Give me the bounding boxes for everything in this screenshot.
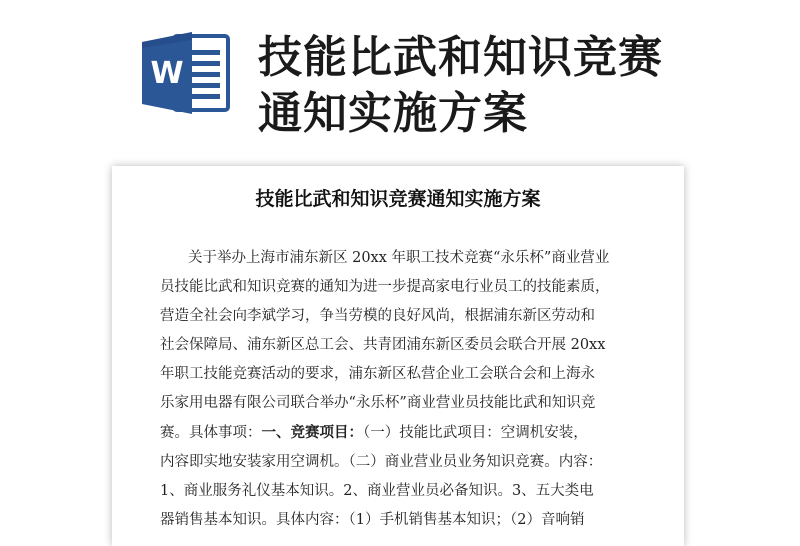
body-line-3: 营造全社会向李斌学习，争当劳模的良好风尚，根据浦东新区劳动和 xyxy=(160,308,595,324)
body-line-7-prefix: 赛。具体事项： xyxy=(160,425,262,441)
banner-title-line-2: 通知实施方案 xyxy=(258,88,528,139)
banner xyxy=(0,0,800,150)
body-line-10: 器销售基本知识。具体内容：（1）手机销售基本知识；（2）音响销 xyxy=(160,512,585,528)
body-line-9: 1、商业服务礼仪基本知识。2、商业营业员必备知识。3、五大类电 xyxy=(160,483,594,499)
body-line-8: 内容即实地安装家用空调机。（二）商业营业员业务知识竞赛。内容： xyxy=(160,454,603,470)
body-line-1: 关于举办上海市浦东新区 20xx 年职工技术竞赛“永乐杯”商业营业 xyxy=(188,250,610,266)
banner-title xyxy=(258,30,778,142)
body-line-5: 年职工技能竞赛活动的要求，浦东新区私营企业工会联合会和上海永 xyxy=(160,366,595,382)
body-line-7-suffix: （一）技能比武项目：空调机安装， xyxy=(363,425,588,441)
document-page xyxy=(112,166,684,546)
section-heading-competition-items: 一、竞赛项目： xyxy=(261,424,363,441)
word-logo-letter: W xyxy=(150,56,184,91)
document-body xyxy=(160,244,636,535)
word-document-icon xyxy=(140,30,232,116)
banner-title-line-1: 技能比武和知识竞赛 xyxy=(258,32,663,83)
document-title: 技能比武和知识竞赛通知实施方案 xyxy=(255,188,541,210)
body-line-2: 员技能比武和知识竞赛的通知为进一步提高家电行业员工的技能素质， xyxy=(160,279,610,295)
body-line-4: 社会保障局、浦东新区总工会、共青团浦东新区委员会联合开展 20xx xyxy=(160,337,606,353)
body-line-6: 乐家用电器有限公司联合举办“永乐杯”商业营业员技能比武和知识竞 xyxy=(160,395,596,411)
body-line-7 xyxy=(160,418,636,448)
